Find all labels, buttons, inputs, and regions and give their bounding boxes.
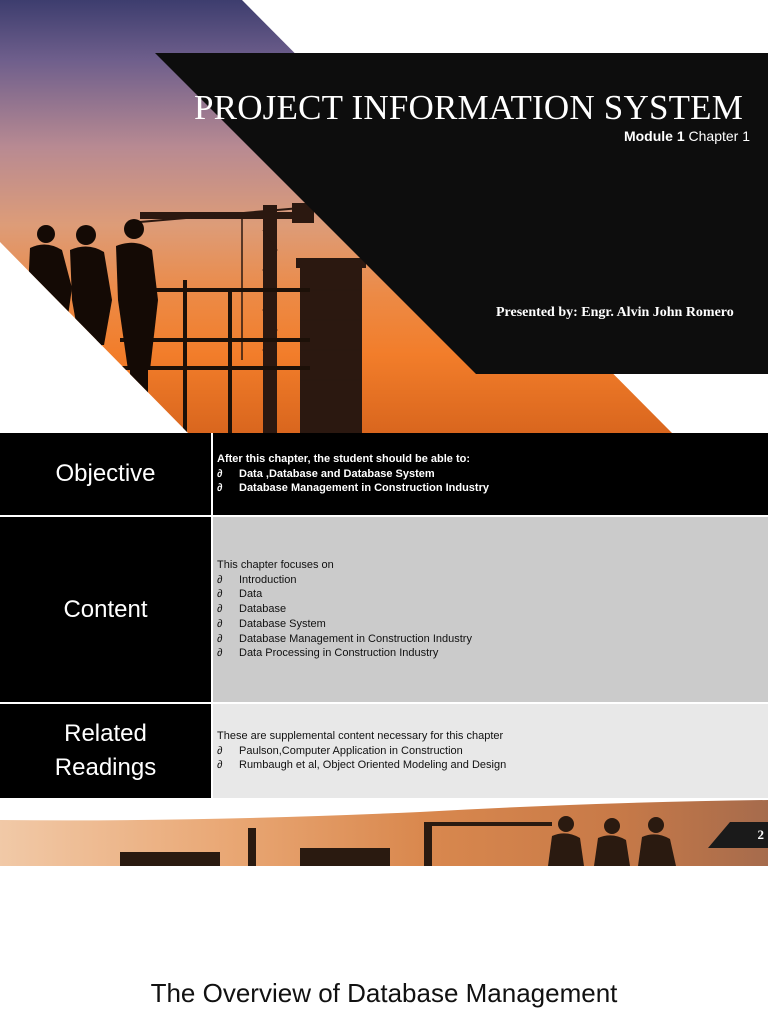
list-item-text: Rumbaugh et al, Object Oriented Modeling and Design <box>239 759 507 772</box>
bullet-icon: ∂ <box>217 759 223 772</box>
list-item-text: Data Processing in Construction Industry <box>239 647 439 660</box>
list-item-text: Data ,Database and Database System <box>239 467 435 480</box>
list-item <box>217 467 768 482</box>
next-slide-title: The Overview of Database Management <box>150 978 618 1008</box>
module-chapter-label <box>624 128 750 144</box>
list-item-text: Database Management in Construction Industry <box>239 482 489 495</box>
content-intro: This chapter focuses on <box>217 558 334 571</box>
bullet-icon: ∂ <box>217 603 223 616</box>
list-item <box>217 602 768 617</box>
list-item-text: Paulson,Computer Application in Construction <box>239 744 463 757</box>
objective-intro: After this chapter, the student should be able to: <box>217 452 471 465</box>
bullet-icon: ∂ <box>217 588 223 601</box>
list-item <box>217 632 768 647</box>
presentation-title: PROJECT INFORMATION SYSTEM <box>194 88 744 127</box>
list-item-text: Database <box>239 603 287 616</box>
presenter-line: Presented by: Engr. Alvin John Romero <box>496 305 734 320</box>
list-item-text: Data <box>239 588 263 601</box>
objective-row <box>0 433 768 515</box>
related-readings-label-line2: Readings <box>54 754 157 781</box>
list-item <box>217 587 768 602</box>
footer-silhouette-graphic <box>0 798 768 866</box>
related-readings-intro: These are supplemental content necessary for this chapter <box>217 729 504 742</box>
bullet-icon: ∂ <box>217 744 223 757</box>
list-item-text: Database Management in Construction Industry <box>239 632 472 645</box>
bullet-icon: ∂ <box>217 617 223 630</box>
list-item <box>217 744 768 759</box>
related-readings-label <box>0 704 211 798</box>
content-label-text: Content <box>63 595 148 623</box>
module-label: Module 1 <box>623 128 685 144</box>
related-readings-label-line1: Related <box>64 720 147 747</box>
title-slide <box>0 0 768 433</box>
bullet-icon: ∂ <box>217 647 223 660</box>
content-row <box>0 517 768 702</box>
bullet-icon: ∂ <box>217 467 223 480</box>
footer-photo-banner <box>0 798 768 866</box>
related-readings-body <box>213 704 768 798</box>
list-item <box>217 573 768 588</box>
list-item <box>217 646 768 661</box>
related-readings-row <box>0 704 768 798</box>
bullet-icon: ∂ <box>217 632 223 645</box>
list-item <box>217 481 768 496</box>
list-item <box>217 617 768 632</box>
content-label <box>0 517 211 702</box>
bullet-icon: ∂ <box>217 482 223 495</box>
chapter-label: Chapter 1 <box>688 128 750 144</box>
objective-label-text: Objective <box>55 460 156 487</box>
list-item-text: Introduction <box>239 573 297 586</box>
list-item-text: Database System <box>239 617 326 630</box>
objective-body <box>213 433 768 515</box>
objective-label <box>0 433 211 515</box>
bullet-icon: ∂ <box>217 573 223 586</box>
chapter-overview-slide <box>0 433 768 866</box>
list-item <box>217 758 768 773</box>
content-body <box>213 517 768 702</box>
page-number: 2 <box>757 827 764 842</box>
